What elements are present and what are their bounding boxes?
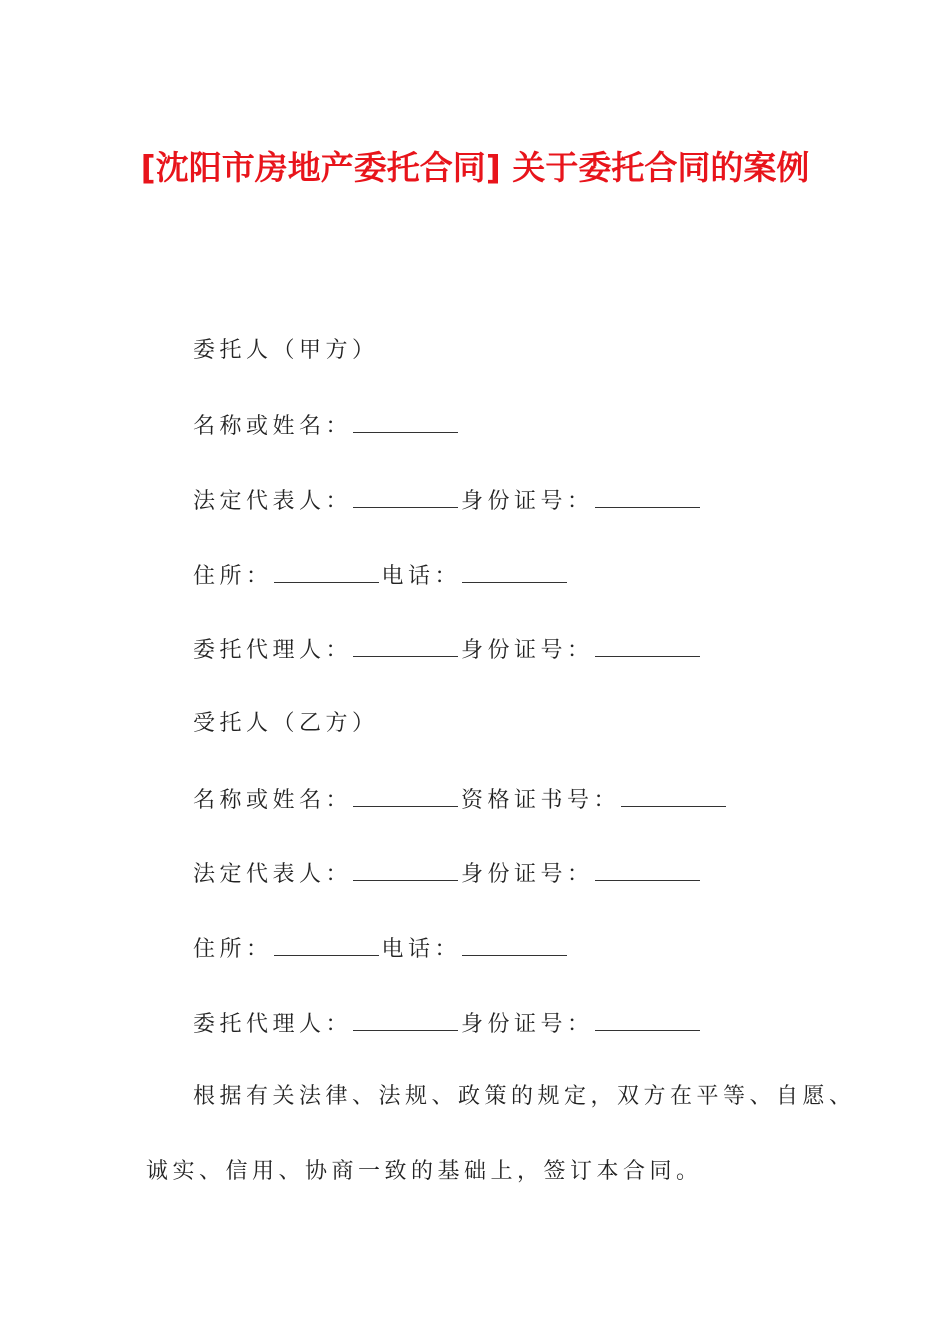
party-b-agent-id-label: 身份证号： (461, 1012, 594, 1037)
party-b-id-label: 身份证号： (461, 862, 594, 887)
party-a-address-blank[interactable] (274, 560, 379, 583)
party-b-cert-label: 资格证书号： (461, 788, 621, 813)
party-a-legal-rep-row (193, 485, 703, 517)
party-b-address-row (193, 933, 570, 965)
party-b-id-blank[interactable] (595, 858, 700, 881)
party-b-phone-label: 电话： (381, 937, 462, 962)
party-b-cert-blank[interactable] (621, 784, 726, 807)
body-paragraph-line-2: 诚实、信用、协商一致的基础上，签订本合同。 (146, 1159, 703, 1184)
party-b-agent-label: 委托代理人： (193, 1012, 353, 1037)
party-a-id-label: 身份证号： (461, 489, 594, 514)
party-b-agent-row (193, 1008, 703, 1040)
party-a-address-row (193, 560, 570, 592)
party-a-name-blank[interactable] (353, 410, 458, 433)
party-b-address-label: 住所： (193, 937, 273, 962)
party-a-agent-id-label: 身份证号： (461, 638, 594, 663)
party-a-address-label: 住所： (193, 564, 273, 589)
party-b-legal-rep-row (193, 858, 703, 890)
party-a-name-label: 名称或姓名： (193, 414, 353, 439)
party-b-heading: 受托人（乙方） (193, 711, 379, 736)
party-a-agent-id-blank[interactable] (595, 634, 700, 657)
party-a-agent-blank[interactable] (353, 634, 458, 657)
party-b-name-label: 名称或姓名： (193, 788, 353, 813)
party-b-legal-rep-label: 法定代表人： (193, 862, 353, 887)
party-a-name-row (193, 410, 461, 442)
party-b-agent-id-blank[interactable] (595, 1008, 700, 1031)
party-a-phone-blank[interactable] (462, 560, 567, 583)
party-a-phone-label: 电话： (381, 564, 462, 589)
party-b-legal-rep-blank[interactable] (353, 858, 458, 881)
party-a-heading: 委托人（甲方） (193, 338, 379, 363)
document-title: [沈阳市房地产委托合同] 关于委托合同的案例 (140, 148, 810, 187)
party-b-phone-blank[interactable] (462, 933, 567, 956)
party-b-address-blank[interactable] (274, 933, 379, 956)
party-a-legal-rep-label: 法定代表人： (193, 489, 353, 514)
party-a-id-blank[interactable] (595, 485, 700, 508)
party-a-legal-rep-blank[interactable] (353, 485, 458, 508)
body-paragraph-line-1: 根据有关法律、法规、政策的规定，双方在平等、自愿、 (193, 1084, 856, 1109)
party-a-agent-row (193, 634, 703, 666)
party-b-agent-blank[interactable] (353, 1008, 458, 1031)
party-b-name-row (193, 784, 729, 816)
party-b-name-blank[interactable] (353, 784, 458, 807)
party-a-agent-label: 委托代理人： (193, 638, 353, 663)
